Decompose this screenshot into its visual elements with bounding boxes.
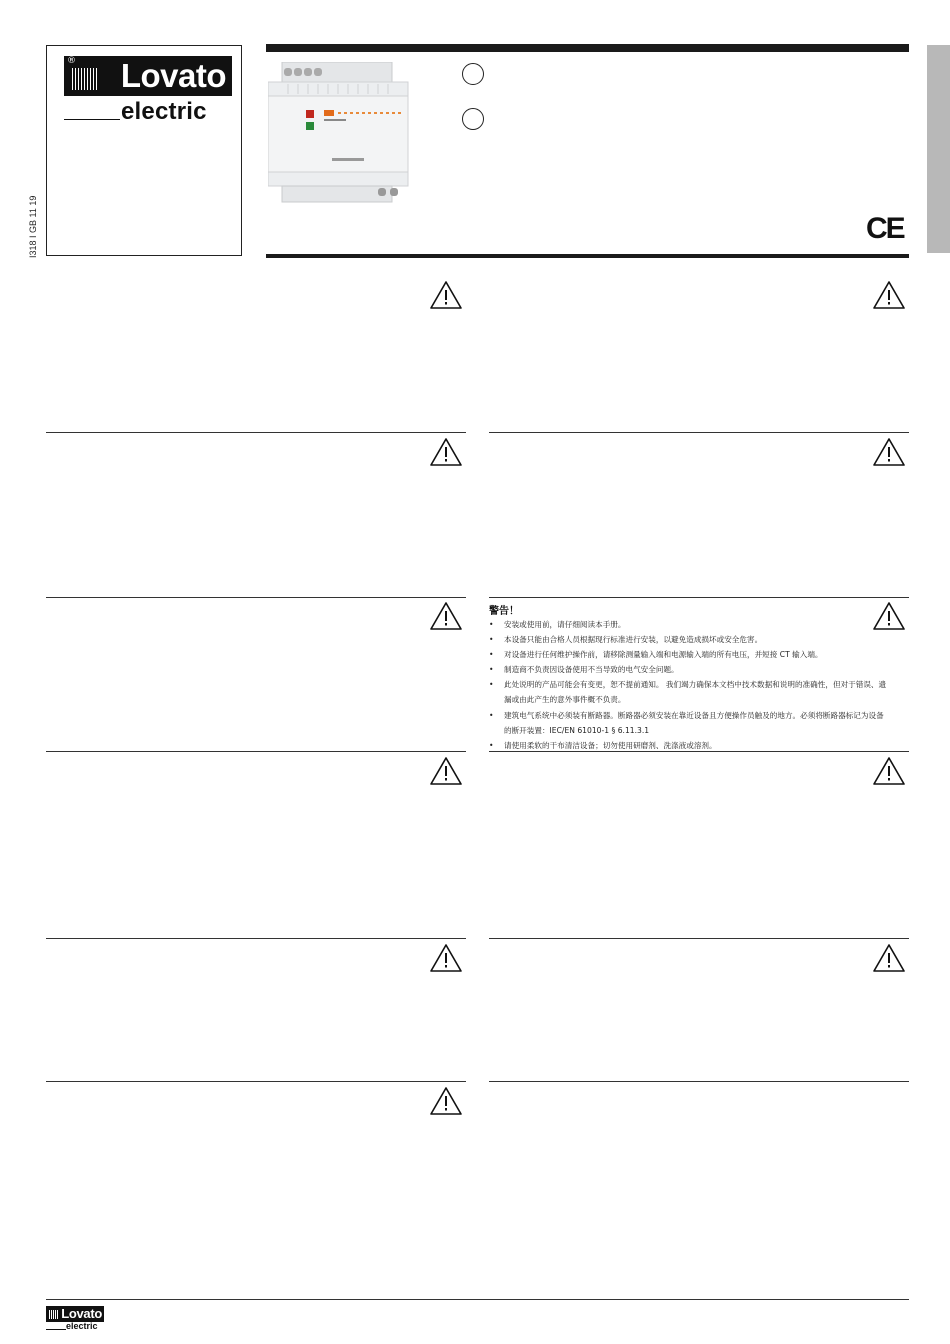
ce-mark: CE	[866, 212, 904, 245]
header-bottom-bar	[266, 254, 909, 258]
language-circle-icon	[462, 108, 484, 130]
footer-logo-stripes	[49, 1310, 58, 1319]
section-divider	[46, 1081, 466, 1082]
footer-logo-underline	[46, 1329, 66, 1330]
warning-triangle-icon	[429, 280, 463, 310]
section-divider	[489, 432, 909, 433]
warning-triangle-icon	[429, 437, 463, 467]
warning-triangle-icon	[872, 756, 906, 786]
list-item: • 请使用柔软的干布清洁设备；切勿使用研磨剂、洗涤液或溶剂。	[489, 738, 889, 753]
section-divider	[46, 597, 466, 598]
list-item: • 本设备只能由合格人员根据现行标准进行安装，以避免造成损坏或安全危害。	[489, 632, 889, 647]
side-tab	[927, 45, 950, 253]
warning-triangle-icon	[429, 1086, 463, 1116]
section-divider	[46, 751, 466, 752]
warning-list	[489, 617, 889, 753]
brand-sub: electric	[121, 98, 207, 125]
warning-title: 警告！	[489, 606, 519, 617]
brand-name: Lovato	[120, 57, 226, 94]
list-item: • 制造商不负责因设备使用不当导致的电气安全问题。	[489, 662, 889, 677]
logo-box	[46, 45, 242, 256]
product-image	[268, 62, 414, 204]
logo-underline	[64, 119, 120, 120]
section-divider	[489, 1081, 909, 1082]
section-divider	[489, 938, 909, 939]
brand-logo	[64, 56, 232, 96]
list-item: • 此处说明的产品可能会有变更，恕不提前通知。 我们竭力确保本文档中技术数据和说明的准确性，但对于错误、遗漏或由此产生的意外事件概不负责。	[489, 677, 889, 707]
footer-brand-name: Lovato	[61, 1306, 102, 1321]
footer-brand-logo	[46, 1306, 104, 1322]
language-circle-icon	[462, 63, 484, 85]
list-item: • 对设备进行任何维护操作前，请移除测量输入端和电源输入端的所有电压，并短接 CT 输入端。	[489, 647, 889, 662]
footer-brand-sub: electric	[66, 1321, 98, 1331]
list-item: • 建筑电气系统中必须装有断路器。断路器必须安装在靠近设备且方便操作员触及的地方。必须将断路器标记为设备的断开装置：IEC/EN 61010-1 § 6.11.3.1	[489, 708, 889, 738]
logo-stripes	[72, 68, 98, 90]
document-code: I318 I GB 11 19	[28, 195, 38, 258]
warning-triangle-icon	[872, 280, 906, 310]
section-divider	[46, 432, 466, 433]
warning-triangle-icon	[429, 601, 463, 631]
footer-divider	[46, 1299, 909, 1300]
list-item: • 安装或使用前，请仔细阅读本手册。	[489, 617, 889, 632]
warning-triangle-icon	[429, 756, 463, 786]
warning-triangle-icon	[872, 943, 906, 973]
section-divider	[489, 597, 909, 598]
header-top-bar	[266, 44, 909, 52]
warning-triangle-icon	[872, 437, 906, 467]
section-divider	[46, 938, 466, 939]
warning-triangle-icon	[429, 943, 463, 973]
registered-mark: ®	[67, 56, 76, 66]
